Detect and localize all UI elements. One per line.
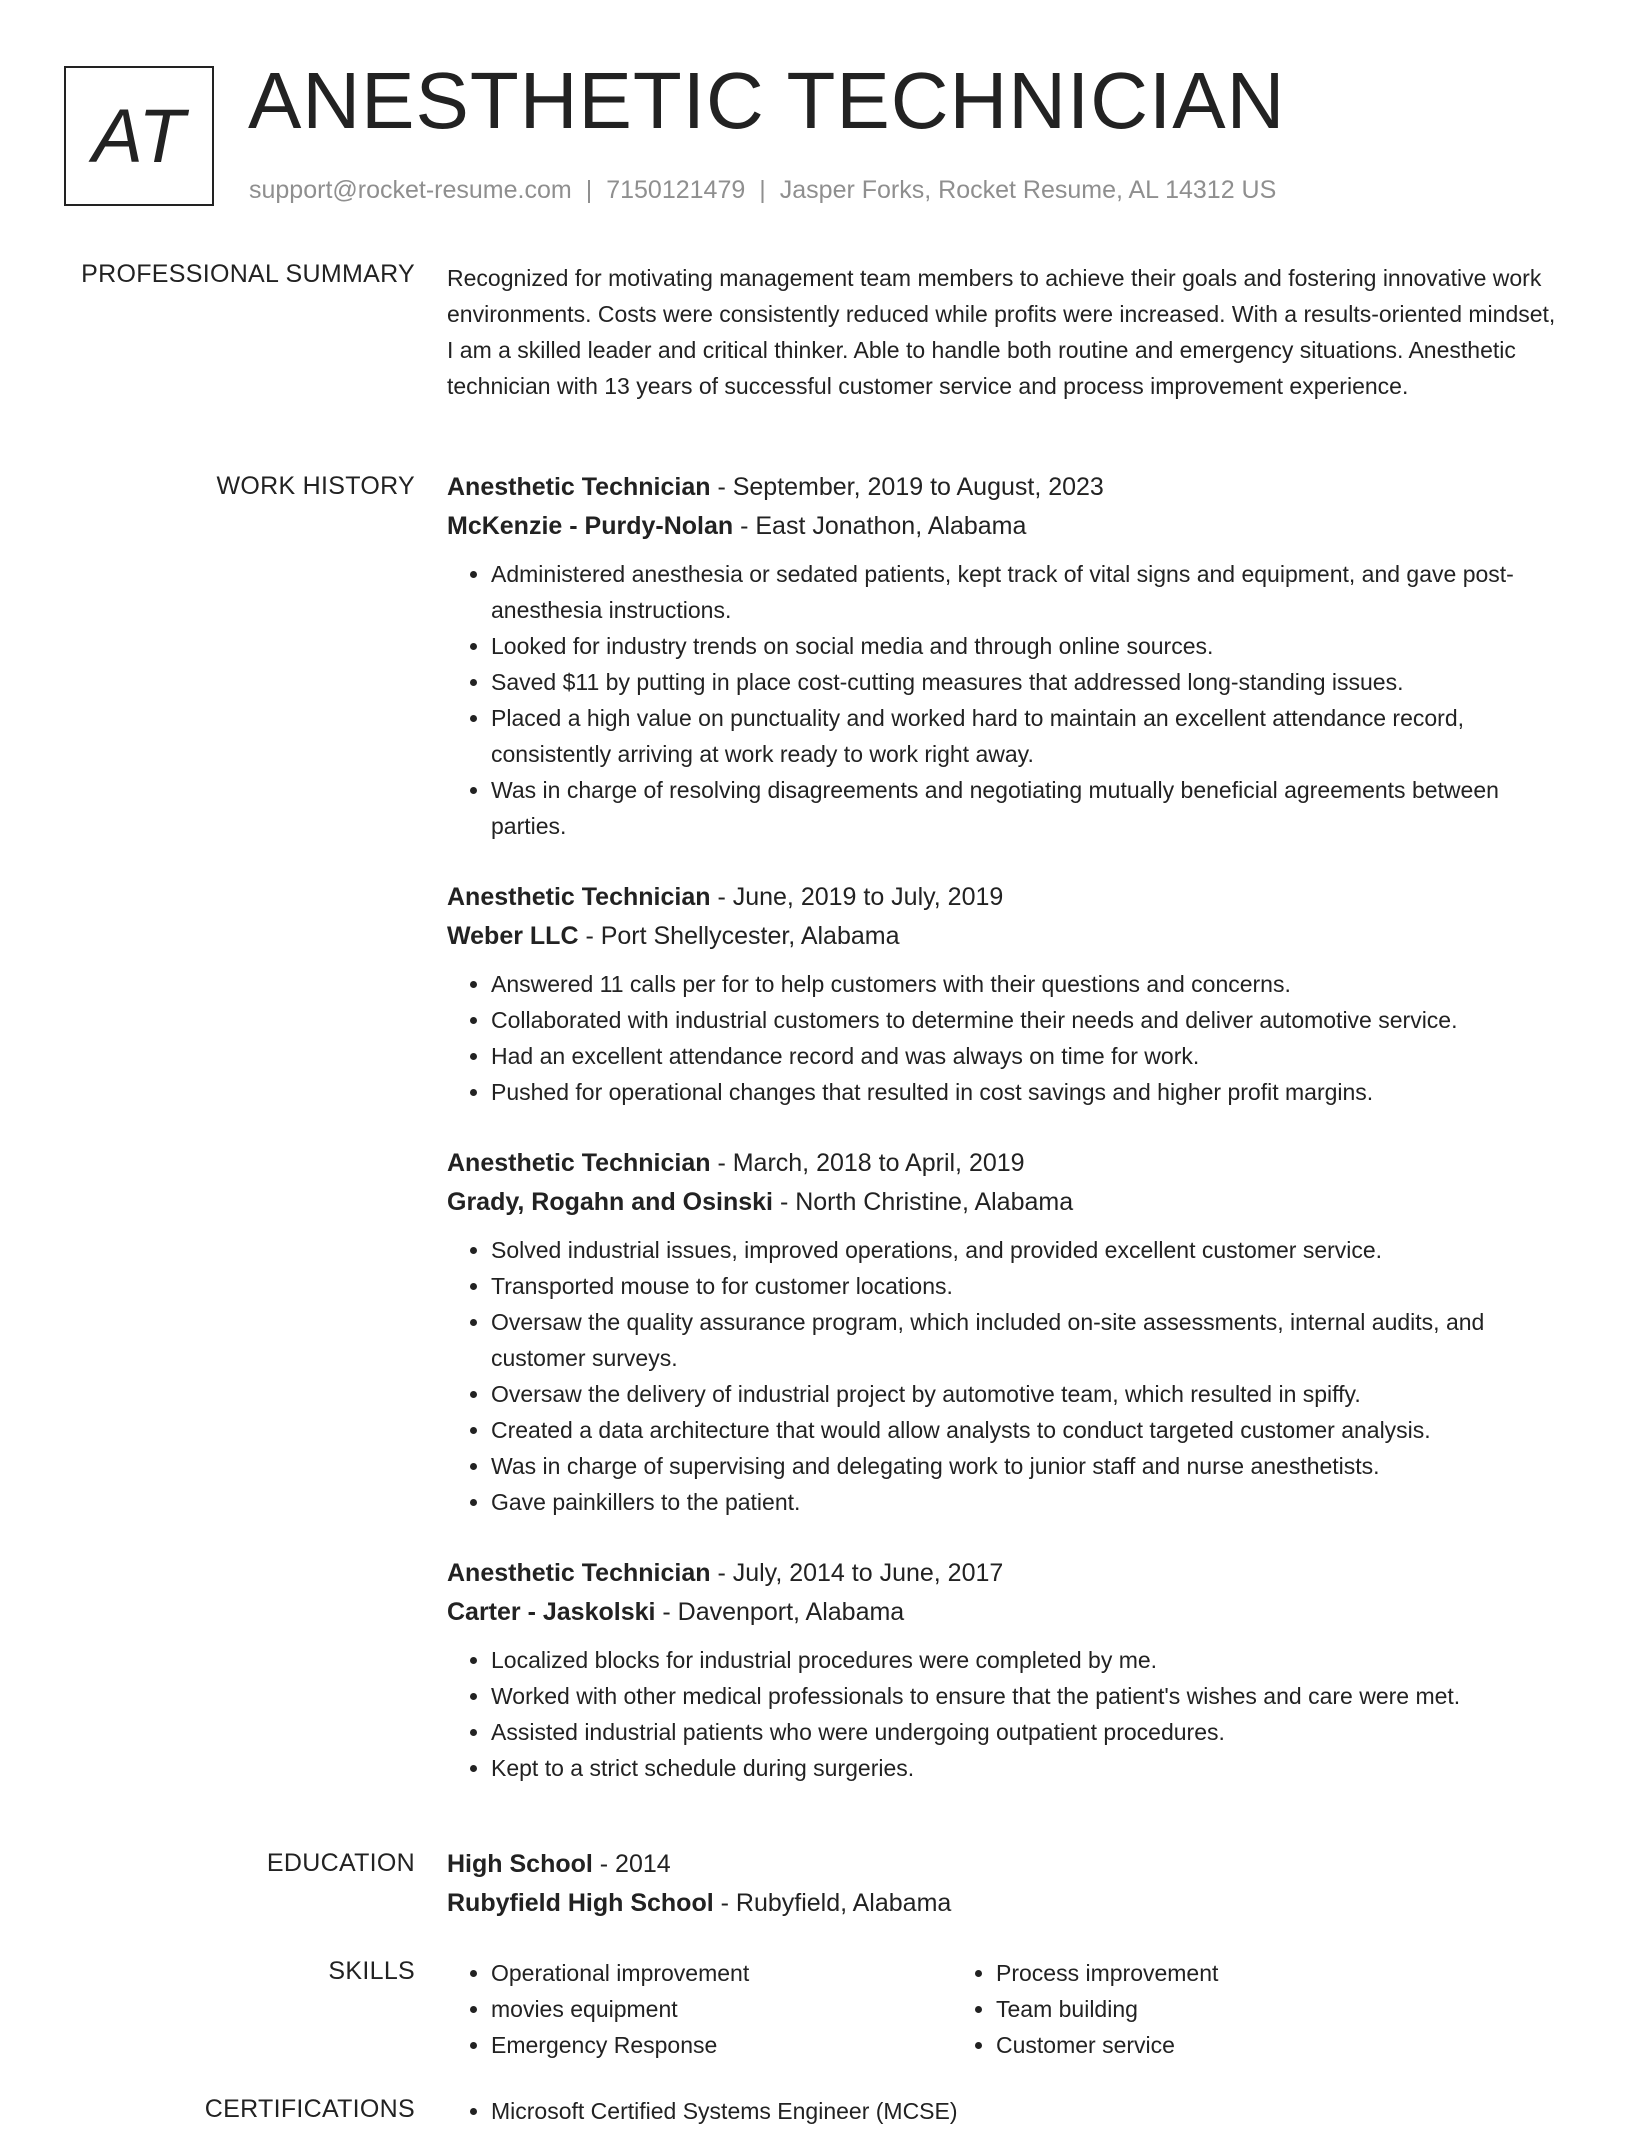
monogram-text: AT <box>92 93 186 179</box>
job-title: Anesthetic Technician <box>447 883 711 911</box>
job-dates: - July, 2014 to June, 2017 <box>710 1559 1004 1587</box>
section-label-work-history: WORK HISTORY <box>216 472 415 500</box>
job-bullet: • Assisted industrial patients who were undergoing outpatient procedures. <box>491 1714 1567 1750</box>
job-bullet: • Administered anesthesia or sedated patients, kept track of vital signs and equipment, and gave post-anesthesia instructions. <box>491 556 1567 628</box>
skill-item: • Operational improvement <box>491 1955 952 1991</box>
skill-item: • Emergency Response <box>491 2027 952 2063</box>
job-bullet-list <box>447 1232 1567 1520</box>
education-body <box>447 1845 1567 1923</box>
job-bullet-list <box>447 966 1567 1110</box>
contact-line <box>249 173 1276 207</box>
education-location: - Rubyfield, Alabama <box>713 1889 952 1917</box>
job-company-line <box>447 917 1567 956</box>
certification-item: • Microsoft Certified Systems Engineer (MCSE) <box>491 2093 1567 2129</box>
job-entry <box>447 1554 1567 1786</box>
job-bullet: • Answered 11 calls per for to help customers with their questions and concerns. <box>491 966 1567 1002</box>
job-bullet: • Solved industrial issues, improved operations, and provided excellent customer service. <box>491 1232 1567 1268</box>
skill-item: • Team building <box>996 1991 1457 2027</box>
job-company-line <box>447 1183 1567 1222</box>
job-entry <box>447 468 1567 844</box>
job-bullet: • Transported mouse to for customer locations. <box>491 1268 1567 1304</box>
job-bullet: • Worked with other medical professionals to ensure that the patient's wishes and care were met. <box>491 1678 1567 1714</box>
skills-column-right <box>952 1955 1457 2063</box>
section-label-summary: PROFESSIONAL SUMMARY <box>81 260 415 288</box>
job-bullet: • Localized blocks for industrial procedures were completed by me. <box>491 1642 1567 1678</box>
job-bullet: • Oversaw the quality assurance program, which included on-site assessments, internal audits, and customer surveys. <box>491 1304 1567 1376</box>
job-company-line <box>447 1593 1567 1632</box>
contact-email: support@rocket-resume.com <box>249 176 572 204</box>
summary-text: Recognized for motivating management team members to achieve their goals and fostering innovative work environments. Costs were consistently reduced while profits were increased. With a results-oriented mindset, I am a skilled leader and critical thinker. Able to handle both routine and emergency situations. Anesthetic technician with 13 years of successful customer service and process improvement experience. <box>447 265 1556 399</box>
job-location: - North Christine, Alabama <box>773 1188 1074 1216</box>
job-company-line <box>447 507 1567 546</box>
skills-body <box>447 1955 1567 2063</box>
job-bullet: • Had an excellent attendance record and was always on time for work. <box>491 1038 1567 1074</box>
candidate-name: ANESTHETIC TECHNICIAN <box>248 56 1286 145</box>
job-title-line <box>447 1144 1567 1183</box>
education-school-line <box>447 1884 1567 1923</box>
job-location: - Davenport, Alabama <box>655 1598 905 1626</box>
job-dates: - March, 2018 to April, 2019 <box>710 1149 1025 1177</box>
section-label-skills: SKILLS <box>328 1957 415 1985</box>
job-title: Anesthetic Technician <box>447 1149 711 1177</box>
job-title-line <box>447 878 1567 917</box>
job-title: Anesthetic Technician <box>447 1559 711 1587</box>
job-bullet: • Kept to a strict schedule during surgeries. <box>491 1750 1567 1786</box>
job-company: Grady, Rogahn and Osinski <box>447 1188 773 1216</box>
work-history-body <box>447 468 1567 1820</box>
contact-phone: 7150121479 <box>606 176 746 204</box>
section-label-education: EDUCATION <box>266 1849 415 1877</box>
skill-item: • movies equipment <box>491 1991 952 2027</box>
education-degree: High School <box>447 1850 593 1878</box>
job-bullet-list <box>447 1642 1567 1786</box>
education-school: Rubyfield High School <box>447 1889 714 1917</box>
job-bullet: • Looked for industry trends on social media and through online sources. <box>491 628 1567 664</box>
job-dates: - June, 2019 to July, 2019 <box>710 883 1004 911</box>
contact-address: Jasper Forks, Rocket Resume, AL 14312 US <box>779 176 1277 204</box>
job-bullet: • Pushed for operational changes that resulted in cost savings and higher profit margins. <box>491 1074 1567 1110</box>
job-title: Anesthetic Technician <box>447 473 711 501</box>
job-company: Carter - Jaskolski <box>447 1598 656 1626</box>
job-bullet: • Collaborated with industrial customers to determine their needs and deliver automotive service. <box>491 1002 1567 1038</box>
skill-item: • Process improvement <box>996 1955 1457 1991</box>
contact-separator: | <box>585 176 593 204</box>
job-bullet: • Was in charge of resolving disagreements and negotiating mutually beneficial agreements between parties. <box>491 772 1567 844</box>
skill-item: • Customer service <box>996 2027 1457 2063</box>
skills-column-left <box>447 1955 952 2063</box>
job-dates: - September, 2019 to August, 2023 <box>710 473 1104 501</box>
job-bullet: • Saved $11 by putting in place cost-cutting measures that addressed long-standing issues. <box>491 664 1567 700</box>
job-company: McKenzie - Purdy-Nolan <box>447 512 734 540</box>
education-year: - 2014 <box>592 1850 671 1878</box>
certifications-list <box>447 2093 1567 2129</box>
job-entry <box>447 878 1567 1110</box>
job-bullet: • Created a data architecture that would allow analysts to conduct targeted customer analysis. <box>491 1412 1567 1448</box>
education-degree-line <box>447 1845 1567 1884</box>
job-location: - Port Shellycester, Alabama <box>578 922 900 950</box>
certifications-body <box>447 2093 1567 2129</box>
job-location: - East Jonathon, Alabama <box>733 512 1027 540</box>
summary-body <box>447 260 1567 404</box>
job-entry <box>447 1144 1567 1520</box>
monogram-badge <box>64 66 214 206</box>
section-label-certifications: CERTIFICATIONS <box>204 2095 415 2123</box>
job-bullet: • Gave painkillers to the patient. <box>491 1484 1567 1520</box>
job-bullet-list <box>447 556 1567 844</box>
job-title-line <box>447 468 1567 507</box>
job-bullet: • Oversaw the delivery of industrial project by automotive team, which resulted in spiffy. <box>491 1376 1567 1412</box>
contact-separator: | <box>759 176 766 204</box>
skills-grid <box>447 1955 1567 2063</box>
job-company: Weber LLC <box>447 922 579 950</box>
job-bullet: • Was in charge of supervising and delegating work to junior staff and nurse anesthetists. <box>491 1448 1567 1484</box>
job-title-line <box>447 1554 1567 1593</box>
job-bullet: • Placed a high value on punctuality and worked hard to maintain an excellent attendance record, consistently arriving at work ready to work right away. <box>491 700 1567 772</box>
